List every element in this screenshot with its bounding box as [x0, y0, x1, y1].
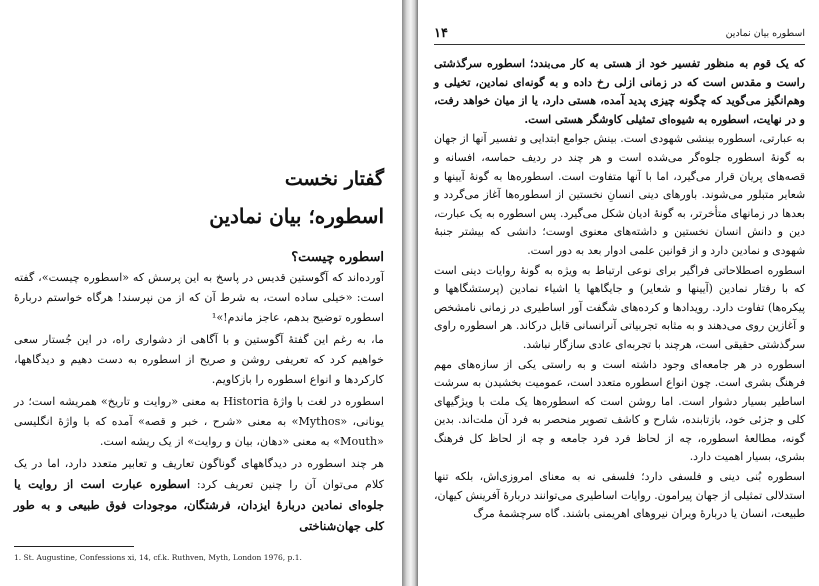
paragraph-4-plain: هر چند اسطوره در دیدگاههای گوناگون تعاریف و تعابیر متعدد دارد، اما در یک کلام می‌توان آن را چنین تعریف کرد: — [14, 457, 384, 491]
page-number: ۱۴ — [434, 26, 448, 41]
page-header — [434, 28, 805, 45]
lead-paragraph: که یک قوم به منظور تفسیر خود از هستی به کار می‌بندد؛ اسطوره سرگذشتی راست و مقدس است که در زمانی ازلی رخ داده و به گونه‌ای نمادین، تخیلی و وهم‌انگیز می‌گوید که چگونه چیزی پدید آمده، هستی دارد، یا از میان خواهد رفت، و در نهایت، اسطوره به شیوه‌ای تمثیلی کاوشگر هستی است. — [434, 57, 805, 126]
right-page — [418, 0, 819, 586]
paragraph-4-definition: اسطوره عبارت است از روایت یا جلوه‌ای نمادین دربارهٔ ایزدان، فرشتگان، موجودات فوق طبیعی و به طور کلی جهان‌شناختی — [14, 477, 384, 533]
right-paragraph-4: اسطوره بُنی دینی و فلسفی دارد؛ فلسفی نه به معنای امروزی‌اش، بلکه تنها استدلالی تمثیلی از جهان پیرامون. روایات اساطیری می‌توانند دربارهٔ آفرینش کیهان، طبیعت، انسان یا دربارهٔ ویران نیروهای اهریمنی باشند. گاه سرچشمهٔ مرگ — [434, 470, 805, 521]
chapter-title: گفتار نخست — [284, 168, 384, 190]
footnote: 1. St. Augustine, Confessions xi, 14, cf.k. Ruthven, Myth, London 1976, p.1. — [14, 553, 302, 562]
left-page — [0, 0, 402, 586]
section-heading: اسطوره چیست؟ — [291, 250, 384, 265]
book-gutter — [402, 0, 418, 586]
right-paragraph-2: اسطوره اصطلاحاتی فراگیر برای نوعی ارتباط به ویژه به گونهٔ روایات دینی است که با رفتار نمادین (آیینها و شعایر) و جایگاهها یا اشیاء نمادین (پرستشگاهها و پیکره‌ها) تفاوت دارد. رویدادها و کرده‌های شگفت آور اساطیری در زمانی نامشخص و آغازین روی می‌دهند و به مثابه تجربیاتی آنرانسانی قابل درکاند. هر اسطوره راوی سرگذشتی حقیقی است، هرچند با تجربه‌ای عادی سازگار نباشد. — [434, 263, 805, 351]
paragraph-3: اسطوره در لغت با واژهٔ Historia به معنی «روایت و تاریخ» همریشه است؛ در یونانی، «Mythos» به معنی «شرح ، خبر و قصه» آمده که با واژهٔ انگلیسی «Mouth» به معنی «دهان، بیان و روایت» از یک ریشه است. — [14, 395, 384, 448]
paragraph-1: آورده‌اند که آگوستین قدیس در پاسخ به این پرسش که «اسطوره چیست»، گفته است: «خیلی ساده است، به شرط آن که از من نپرسند! هرگاه خواستم دربارهٔ اسطوره توضیح بدهم، عاجز ماندم!»¹ — [14, 271, 384, 324]
right-body — [434, 55, 805, 524]
right-paragraph-3: اسطوره در هر جامعه‌ای وجود داشته است و به راستی یکی از سازه‌های مهم فرهنگ بشری است. چون انواع اسطوره متعدد است، عمومیت بخشیدن به سرشت اساطیر بسیار دشوار است. اما روشن است که اسطوره‌ها یک ملت با ویژگیهای کلی و جزئی خود، بازتابنده، شارح و کاشف تصویر منحصر به فرد آن ملت‌اند. بدین گونه، مطالعهٔ اسطوره، چه از لحاظ فرد فرد جامعه و چه از لحاظ کل فرهنگ بشری، بسیار اهمیت دارد. — [434, 357, 805, 464]
paragraph-2: ما، به رغم این گفتهٔ آگوستین و با آگاهی از دشواری راه، در این جُستار سعی خواهیم کرد که تعریفی روشن و صریح از اسطوره به دست دهیم و دیدگاهها، کارکردها و انواع اسطوره را بازکاویم. — [14, 333, 384, 386]
running-title: اسطوره بیان نمادین — [725, 28, 805, 39]
left-body — [14, 250, 384, 537]
right-paragraph-1: به عبارتی، اسطوره بینشی شهودی است. بینش جوامع ابتدایی و تفسیر آنها از جهان به گونهٔ اسطوره جلوه‌گر می‌شده است و هر چند در ردیف حماسه، افسانه و قصه‌های پریان قرار می‌گیرد، اما با آنها متفاوت است. اسطوره‌ها به گونهٔ آیینها و شعایر متبلور می‌شوند. باورهای دینی انسانِ نخستین از اسطوره‌ها آغاز می‌گردد و بعدها در زمانهای متأخرتر، به گونهٔ ادیان شکل می‌گیرد. پس اسطوره به یک عبارت، دین و دانش انسان نخستین و داشته‌های معنوی اوست؛ دانشی که بیشتر جنبهٔ شهودی و نمادین دارد و از قوانین علمی ادوار بعد به دور است. — [434, 132, 805, 257]
paragraph-4 — [14, 454, 384, 537]
main-title: اسطوره؛ بیان نمادین — [209, 204, 384, 228]
footnote-rule — [14, 546, 134, 547]
